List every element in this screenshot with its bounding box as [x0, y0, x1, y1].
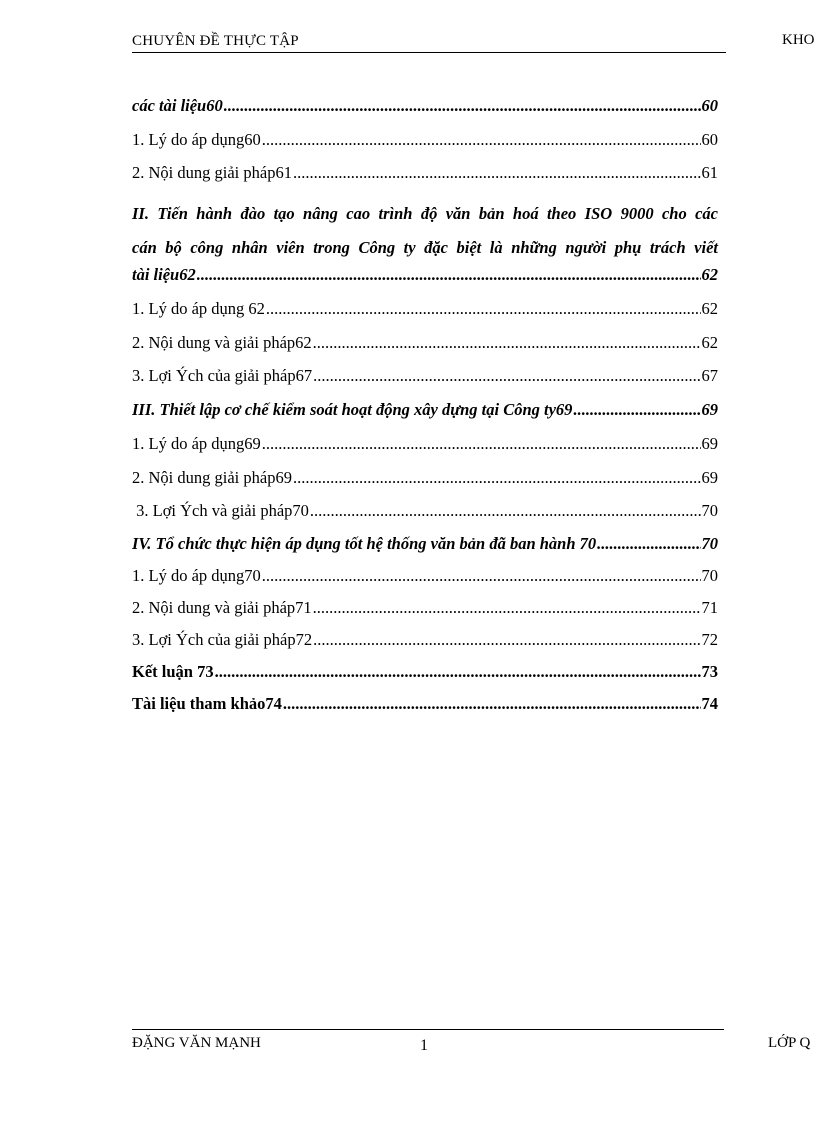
toc-entry-section-ii[interactable]	[132, 197, 718, 299]
toc-page-number: 60	[701, 130, 718, 149]
toc-leader-dots	[293, 468, 701, 488]
toc-entry-text: Kết luận 73	[132, 662, 214, 681]
toc-entry[interactable]	[132, 96, 718, 130]
toc-entry[interactable]	[132, 598, 718, 630]
toc-entry-text: 1. Lý do áp dụng 62	[132, 299, 265, 318]
toc-page-number: 62	[701, 333, 718, 352]
toc-entry[interactable]	[132, 163, 718, 197]
toc-entry-text: 1. Lý do áp dụng70	[132, 566, 261, 585]
toc-entry[interactable]	[132, 333, 718, 366]
toc-entry-last-line	[132, 265, 718, 299]
toc-entry-text: 3. Lợi Ých của giải pháp67	[132, 366, 313, 385]
toc-entry-text: 1. Lý do áp dụng69	[132, 434, 261, 453]
toc-entry[interactable]	[132, 501, 718, 534]
toc-entry-text: 2. Nội dung giải pháp61	[132, 163, 292, 182]
toc-entry[interactable]	[132, 662, 718, 694]
footer-right-text: LỚP Q	[768, 1035, 811, 1051]
header-title: CHUYÊN ĐỀ THỰC TẬP	[132, 33, 299, 49]
toc-entry-text: 3. Lợi Ých và giải pháp70	[132, 501, 309, 520]
toc-entry-text: 2. Nội dung và giải pháp62	[132, 333, 312, 352]
toc-page-number: 70	[701, 501, 718, 520]
toc-leader-dots	[224, 96, 701, 116]
toc-entry-text: III. Thiết lập cơ chế kiểm soát hoạt động xây dựng tại Công ty69	[132, 400, 573, 419]
toc-entry[interactable]	[132, 130, 718, 163]
toc-entry-text-line: cán bộ công nhân viên trong Công ty đặc biệt là những người phụ trách viết	[132, 238, 718, 257]
toc-leader-dots	[215, 662, 701, 682]
toc-leader-dots	[597, 534, 700, 554]
toc-entry-text-line: II. Tiến hành đào tạo nâng cao trình độ văn bản hoá theo ISO 9000 cho các	[132, 204, 718, 223]
toc-leader-dots	[313, 630, 700, 650]
toc-leader-dots	[293, 163, 701, 183]
toc-page-number: 70	[701, 566, 718, 585]
page-header	[132, 32, 726, 53]
toc-page-number: 67	[701, 366, 718, 385]
toc-page-number: 61	[701, 163, 718, 182]
toc-entry-text: 1. Lý do áp dụng60	[132, 130, 261, 149]
toc-page-number: 70	[701, 534, 718, 553]
toc-page-number: 69	[701, 400, 718, 419]
toc-page-number: 69	[701, 434, 718, 453]
toc-page-number: 72	[701, 630, 718, 649]
toc-entry[interactable]	[132, 434, 718, 468]
toc-entry-text: tài liệu62	[132, 265, 196, 284]
toc-entry[interactable]	[132, 630, 718, 662]
toc-entry-text: 2. Nội dung giải pháp69	[132, 468, 292, 487]
toc-entry-text: các tài liệu60	[132, 96, 223, 115]
toc-entry-text: IV. Tổ chức thực hiện áp dụng tốt hệ thống văn bản đã ban hành 70	[132, 534, 597, 553]
toc-page-number: 69	[701, 468, 718, 487]
toc-leader-dots	[313, 333, 701, 353]
toc-page-number: 73	[701, 662, 718, 681]
toc-entry[interactable]	[132, 366, 718, 400]
toc-entry[interactable]	[132, 400, 718, 434]
footer-divider	[132, 1029, 724, 1030]
toc-page-number: 60	[701, 96, 718, 115]
toc-leader-dots	[283, 694, 701, 714]
toc-leader-dots	[262, 566, 701, 586]
footer-page-number: 1	[420, 1037, 428, 1054]
toc-entry[interactable]	[132, 468, 718, 501]
toc-entry[interactable]	[132, 299, 718, 333]
toc-leader-dots	[313, 366, 700, 386]
toc-page-number: 71	[701, 598, 718, 617]
toc-entry-text: Tài liệu tham khảo74	[132, 694, 282, 713]
footer-author: ĐẶNG VĂN MẠNH	[132, 1035, 261, 1051]
toc-entry[interactable]	[132, 534, 718, 566]
toc-leader-dots	[310, 501, 701, 521]
toc-entry[interactable]	[132, 566, 718, 598]
toc-entry-text: 3. Lợi Ých của giải pháp72	[132, 630, 313, 649]
toc-page-number: 62	[701, 299, 718, 318]
toc-entry[interactable]	[132, 694, 718, 726]
toc-leader-dots	[313, 598, 701, 618]
toc-leader-dots	[262, 434, 701, 454]
toc-page-number: 62	[701, 265, 718, 284]
toc-leader-dots	[573, 400, 700, 420]
table-of-contents	[132, 96, 718, 726]
toc-leader-dots	[262, 130, 701, 150]
toc-page-number: 74	[701, 694, 718, 713]
toc-entry-text: 2. Nội dung và giải pháp71	[132, 598, 312, 617]
toc-leader-dots	[197, 265, 701, 285]
header-right-text: KHO	[782, 32, 815, 48]
toc-leader-dots	[266, 299, 701, 319]
